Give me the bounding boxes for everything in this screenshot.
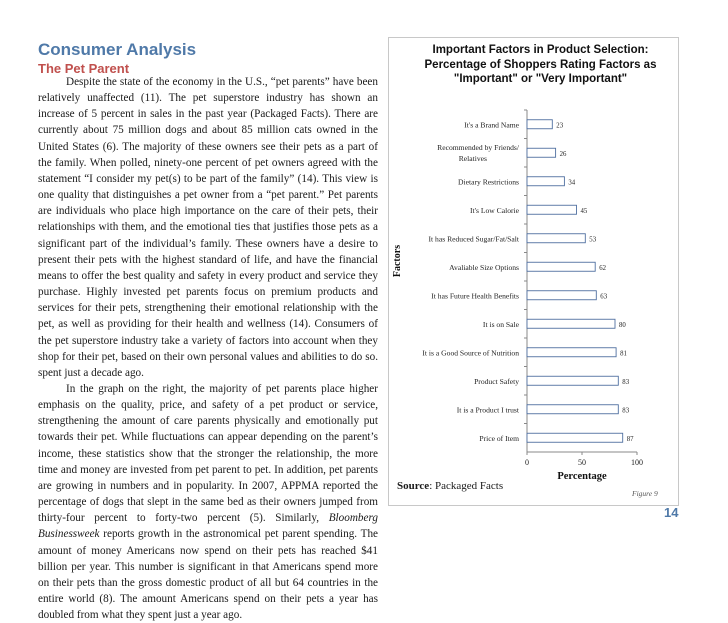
chart-source [397, 480, 503, 492]
paragraph-2 [38, 381, 378, 623]
x-tick-label: 100 [631, 458, 643, 467]
category-label: It has Reduced Sugar/Fat/Salt [428, 234, 519, 244]
data-label: 23 [556, 122, 564, 130]
section-title: Consumer Analysis [38, 40, 197, 59]
paragraph-2-part-2: reports growth in the astronomical pet parent spending. The amount of money Americans now spend on their pets has reached $41 billion per year. This number is significant in that Americans spend more on their pets than the gross domestic product of all but 64 countries in the entire world (8). The amount Americans spend on their pets a year has doubled from what they spent just a year ago. [38, 528, 379, 622]
data-label: 83 [622, 407, 630, 415]
body-text [38, 74, 378, 623]
category-label: It is a Product I trust [456, 405, 519, 415]
chart-frame [388, 37, 679, 506]
category-label: It's Low Calorie [469, 205, 519, 215]
data-label: 26 [559, 150, 567, 158]
category-label: It's a Brand Name [464, 120, 519, 130]
data-label: 83 [622, 378, 630, 386]
x-axis-label: Percentage [557, 471, 607, 482]
category-label: Avaliable Size Options [449, 262, 519, 272]
data-label: 87 [626, 435, 634, 443]
x-tick-label: 0 [525, 458, 529, 467]
paragraph-1: Despite the state of the economy in the U.S., “pet parents” have been relatively unaffected (11). The pet superstore industry has shown an increase of 5 percent in sales in the past year (Packaged Facts). There are currently about 75 million dogs and about 85 million cats owned in the United States (6). The majority of these owners see their pets as a part of the family. When polled, ninety-one percent of pet owners agreed with the statement “I consider my pet(s) to be part of the family” (14). This view is one quality that distinguishes a pet owner from a “pet parent.” Pet parents are individuals who place high importance on the care of their pets, their relationships with them, and the emotional ties that justifies those pets as a significant part of the individual’s family. These owners have a desire to present their pets with the highest standard of life, and have the financial means to offer the best quality and safety in every product and service they purchase. Highly invested pet parents focus on premium products and services for their pets, strengthening their emotional relationship with the pet, as well as providing for their health and wellness (14). Consumers of the pet superstore industry take a variety of factors into account when they shop for their pet, based on their own personal values and abilities to do so. spent just a decade ago. [38, 76, 378, 379]
data-label: 62 [599, 264, 606, 272]
data-label: 80 [619, 321, 626, 329]
data-label: 63 [600, 293, 608, 301]
y-axis-label: Factors [392, 244, 403, 278]
category-label: Dietary Restrictions [458, 177, 519, 187]
category-label: It is a Good Source of Nutrition [422, 348, 519, 358]
publication-title: Bloomberg Businessweek [38, 512, 379, 541]
category-label: Price of Item [479, 433, 519, 443]
source-text: : Packaged Facts [429, 480, 504, 492]
category-label: It has Future Health Benefits [431, 291, 519, 301]
source-label: Source [397, 480, 430, 492]
category-label: Product Safety [474, 376, 519, 386]
category-label: It is on Sale [482, 319, 519, 329]
data-label: 81 [620, 350, 627, 358]
data-label: 34 [568, 179, 576, 187]
chart-title: Important Factors in Product Selection: Percentage of Shoppers Rating Factors as "Important" or "Very Important" [424, 44, 657, 85]
paragraph-2-part-1: In the graph on the right, the majority of pet parents place higher emphasis on the quality, price, and safety of a pet product or service, strengthening the amount of care parents physically and emotionally put towards their pet. While fluctuations can appear depending on the parent’s income, these statistics show that the stronger the relationship, the more time and money are invested from pet parent to pet. In addition, pet parents are growing in numbers and in popularity. In 2007, APPMA reported the percentage of dogs that slept in the same bed as their owners jumped from thirty-four percent to forty-two percent (5). Similarly, [38, 382, 378, 525]
figure-label: Figure 9 [632, 489, 658, 498]
subsection-title: The Pet Parent [38, 61, 130, 76]
data-label: 45 [580, 207, 588, 215]
category-label: Recommended by Friends/ Relatives [437, 142, 519, 163]
data-label: 53 [589, 236, 597, 244]
x-tick-label: 50 [578, 458, 586, 467]
page-number: 14 [664, 505, 679, 520]
